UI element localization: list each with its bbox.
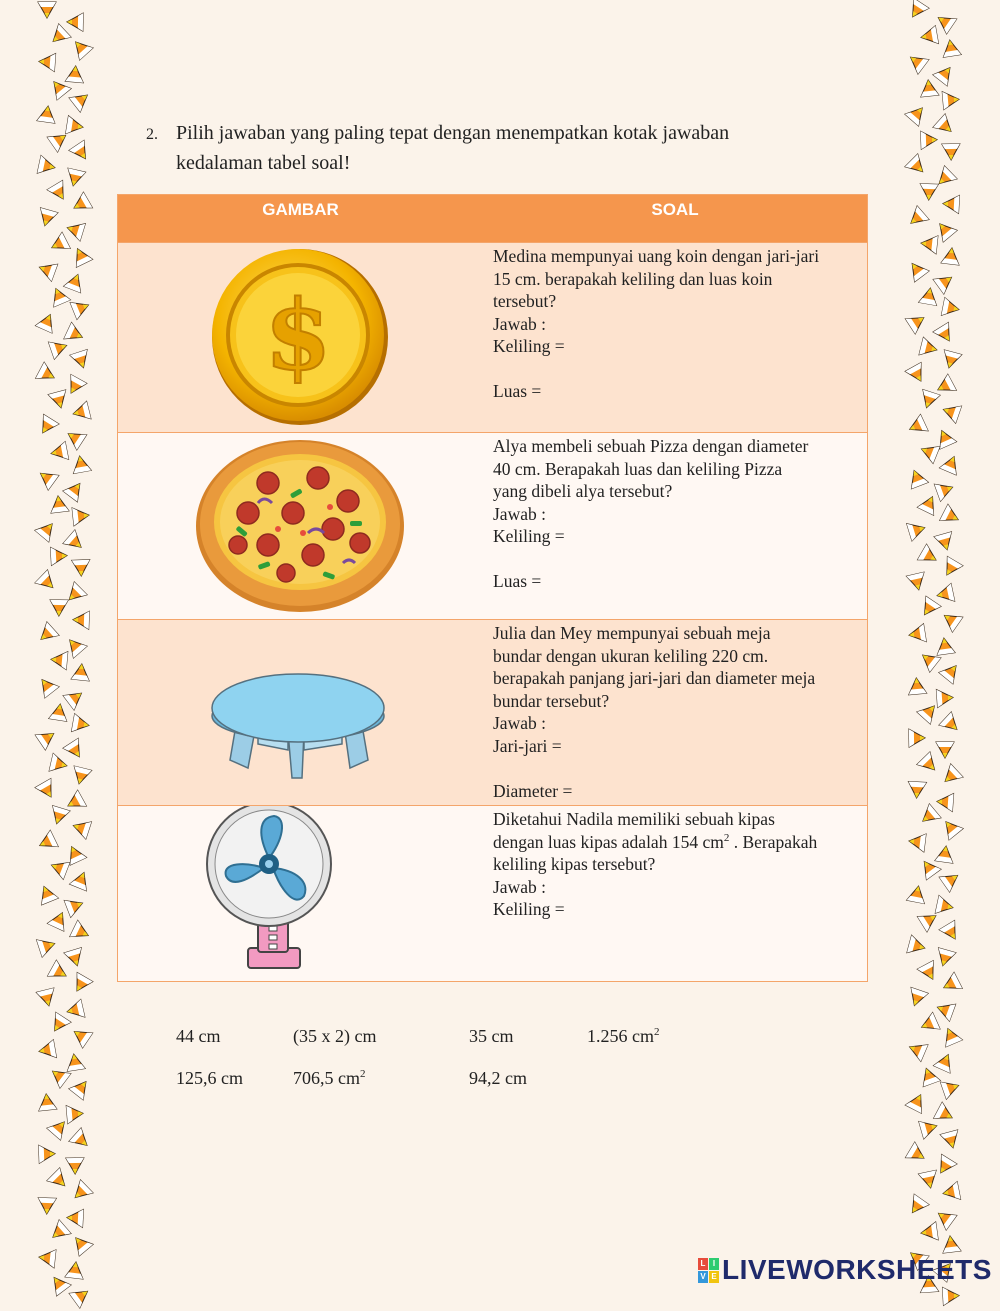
candy-corn-icon	[48, 1014, 70, 1039]
round-table-icon	[118, 620, 483, 805]
candy-corn-icon	[70, 870, 92, 895]
candy-corn-icon	[940, 454, 962, 479]
candy-corn-icon	[70, 1182, 92, 1207]
candy-corn-icon	[36, 624, 58, 649]
candy-corn-icon	[48, 598, 70, 623]
candy-corn-icon	[906, 1196, 928, 1221]
candy-corn-icon	[906, 416, 928, 441]
candy-corn-icon	[918, 234, 940, 259]
candy-corn-icon	[36, 52, 58, 77]
candy-corn-icon	[918, 1170, 940, 1195]
blank-line	[493, 757, 867, 780]
candy-corn-icon	[940, 402, 962, 427]
soal-text: berapakah panjang jari-jari dan diameter meja	[493, 668, 816, 688]
soal-text: yang dibeli alya tersebut?	[493, 481, 673, 501]
candy-corn-icon	[70, 350, 92, 375]
candy-corn-icon	[918, 546, 940, 571]
candy-corn-icon	[906, 624, 928, 649]
candy-corn-icon	[70, 766, 92, 791]
keliling-answer-label: Keliling =	[493, 526, 565, 546]
candy-corn-icon	[48, 442, 70, 467]
candy-corn-icon	[70, 298, 92, 323]
candy-corn-icon	[48, 1274, 70, 1299]
table-row	[118, 805, 867, 981]
candy-corn-icon	[70, 974, 92, 999]
candy-corn-icon	[36, 520, 58, 545]
candy-corn-icon	[906, 0, 928, 25]
candy-corn-icon	[70, 142, 92, 167]
candy-corn-icon	[70, 922, 92, 947]
luas-answer-label: Luas =	[493, 571, 542, 591]
candy-corn-icon	[48, 286, 70, 311]
svg-text:$: $	[264, 279, 332, 392]
answer-box[interactable]: 125,6 cm	[176, 1068, 243, 1088]
candy-corn-icon	[36, 832, 58, 857]
candy-corn-icon	[906, 104, 928, 129]
candy-corn-icon	[48, 962, 70, 987]
liveworksheets-logo	[698, 1254, 992, 1286]
candy-corn-icon	[906, 1092, 928, 1117]
candy-corn-icon	[918, 598, 940, 623]
gambar-cell	[118, 243, 483, 432]
candy-corn-icon	[940, 766, 962, 791]
soal-text: bundar tersebut?	[493, 690, 610, 711]
candy-corn-icon	[36, 1196, 58, 1221]
candy-corn-icon	[906, 832, 928, 857]
candy-corn-icon	[906, 728, 928, 753]
candy-corn-icon	[36, 780, 58, 805]
candy-corn-icon	[48, 494, 70, 519]
candy-corn-icon	[906, 364, 928, 389]
jari-jari-answer-label: Jari-jari =	[493, 735, 562, 756]
candy-corn-icon	[918, 182, 940, 207]
candy-corn-icon	[906, 676, 928, 701]
answer-box[interactable]: 94,2 cm	[469, 1068, 527, 1088]
candy-corn-icon	[48, 910, 70, 935]
answer-box[interactable]: 1.256 $cm^2$	[587, 1026, 660, 1046]
candy-corn-icon	[940, 1026, 962, 1051]
question-text-line1: Pilih jawaban yang paling tepat dengan menempatkan kotak jawaban	[176, 122, 730, 144]
candy-corn-icon	[36, 416, 58, 441]
soal-text: tersebut?	[493, 291, 557, 311]
candy-corn-icon	[36, 1092, 58, 1117]
candy-corn-icon	[940, 194, 962, 219]
candy-corn-icon	[940, 1286, 962, 1311]
candy-corn-icon	[36, 104, 58, 129]
table-header	[118, 195, 867, 242]
answer-box[interactable]: 35 cm	[469, 1026, 514, 1046]
candy-corn-icon	[36, 364, 58, 389]
candy-corn-icon	[70, 1130, 92, 1155]
candy-corn-icon	[70, 90, 92, 115]
candy-corn-icon	[36, 572, 58, 597]
table-row	[118, 619, 867, 805]
candy-corn-icon	[906, 1144, 928, 1169]
candy-corn-icon	[906, 988, 928, 1013]
candy-corn-icon	[940, 506, 962, 531]
soal-text: 15 cm. berapakah keliling dan luas koin	[493, 268, 773, 289]
candy-corn-icon	[48, 702, 70, 727]
candy-corn-icon	[918, 1222, 940, 1247]
candy-corn-border-left	[30, 0, 100, 1291]
gambar-cell	[118, 806, 483, 981]
soal-cell	[483, 620, 867, 805]
candy-corn-icon	[48, 650, 70, 675]
candy-corn-icon	[940, 870, 962, 895]
question-2	[146, 118, 846, 178]
candy-corn-icon	[918, 910, 940, 935]
question-text-line2: kedalaman tabel soal!	[176, 152, 351, 174]
candy-corn-icon	[36, 1144, 58, 1169]
answer-box[interactable]: 44 cm	[176, 1026, 221, 1046]
candy-corn-icon	[940, 1078, 962, 1103]
candy-corn-icon	[36, 312, 58, 337]
candy-corn-icon	[36, 0, 58, 25]
soal-cell	[483, 806, 867, 981]
diameter-answer-label: Diameter =	[493, 780, 573, 801]
soal-text: Alya membeli sebuah Pizza dengan diameter	[493, 436, 809, 456]
candy-corn-icon	[940, 662, 962, 687]
soal-cell	[483, 433, 867, 619]
candy-corn-icon	[70, 194, 92, 219]
keliling-answer-label: Keliling =	[493, 336, 565, 356]
candy-corn-icon	[36, 156, 58, 181]
candy-corn-icon	[70, 1026, 92, 1051]
candy-corn-icon	[36, 208, 58, 233]
candy-corn-icon	[906, 468, 928, 493]
candy-corn-icon	[940, 714, 962, 739]
brand-name: LIVEWORKSHEETS	[722, 1254, 992, 1285]
candy-corn-icon	[70, 610, 92, 635]
soal-text: keliling kipas tersebut?	[493, 854, 656, 874]
jawab-label: Jawab :	[493, 313, 546, 334]
luas-answer-label: Luas =	[493, 381, 542, 401]
candy-corn-icon	[36, 728, 58, 753]
jawab-label: Jawab :	[493, 503, 546, 524]
soal-text: 40 cm. Berapakah luas dan keliling Pizza	[493, 458, 783, 479]
table-row	[118, 432, 867, 619]
soal-text: Medina mempunyai uang koin dengan jari-jari	[493, 246, 820, 266]
table-row	[118, 242, 867, 432]
candy-corn-icon	[48, 234, 70, 259]
electric-fan-icon	[118, 806, 483, 981]
candy-corn-icon	[36, 1040, 58, 1065]
candy-corn-icon	[906, 936, 928, 961]
candy-corn-icon	[940, 1130, 962, 1155]
candy-corn-icon	[940, 974, 962, 999]
candy-corn-icon	[918, 1014, 940, 1039]
candy-corn-icon	[918, 78, 940, 103]
blank-line	[493, 548, 867, 571]
gold-coin-icon	[118, 243, 483, 432]
answer-box[interactable]: (35 x 2) cm	[293, 1026, 377, 1046]
question-table	[117, 194, 868, 982]
candy-corn-icon	[48, 858, 70, 883]
soal-cell	[483, 243, 867, 432]
keliling-answer-label: Keliling =	[493, 899, 565, 919]
candy-corn-icon	[940, 922, 962, 947]
candy-corn-icon	[918, 442, 940, 467]
candy-corn-icon	[906, 208, 928, 233]
candy-corn-icon	[70, 818, 92, 843]
candy-corn-icon	[70, 1286, 92, 1311]
candy-corn-icon	[918, 494, 940, 519]
candy-corn-icon	[70, 662, 92, 687]
candy-corn-icon	[906, 312, 928, 337]
candy-corn-icon	[906, 780, 928, 805]
candy-corn-icon	[48, 78, 70, 103]
candy-corn-border-right	[900, 0, 970, 1291]
gambar-cell	[118, 620, 483, 805]
soal-text: dengan luas kipas adalah 154 $cm^2$ . Berapakah	[493, 831, 818, 852]
candy-corn-icon	[918, 962, 940, 987]
soal-text: Julia dan Mey mempunyai sebuah meja	[493, 623, 771, 643]
candy-corn-icon	[70, 714, 92, 739]
candy-corn-icon	[36, 1248, 58, 1273]
candy-corn-icon	[48, 546, 70, 571]
candy-corn-icon	[48, 182, 70, 207]
candy-corn-icon	[906, 156, 928, 181]
candy-corn-icon	[918, 1118, 940, 1143]
candy-corn-icon	[70, 38, 92, 63]
brand-logo-icon: L I V E	[698, 1258, 719, 1283]
candy-corn-icon	[940, 350, 962, 375]
candy-corn-icon	[36, 676, 58, 701]
answer-box[interactable]: 706,5 $cm^2$	[293, 1068, 366, 1088]
pizza-icon	[118, 433, 483, 619]
soal-text: Diketahui Nadila memiliki sebuah kipas	[493, 809, 775, 829]
candy-corn-icon	[48, 338, 70, 363]
candy-corn-icon	[36, 260, 58, 285]
header-soal: SOAL	[651, 200, 699, 219]
header-gambar: GAMBAR	[262, 200, 339, 219]
candy-corn-icon	[906, 52, 928, 77]
candy-corn-icon	[940, 298, 962, 323]
candy-corn-icon	[36, 884, 58, 909]
candy-corn-icon	[70, 1078, 92, 1103]
candy-corn-icon	[918, 858, 940, 883]
candy-corn-icon	[906, 260, 928, 285]
jawab-label: Jawab :	[493, 713, 546, 733]
candy-corn-icon	[940, 246, 962, 271]
candy-corn-icon	[906, 884, 928, 909]
candy-corn-icon	[48, 390, 70, 415]
soal-text: bundar dengan ukuran keliling 220 cm.	[493, 645, 769, 666]
candy-corn-icon	[918, 286, 940, 311]
candy-corn-icon	[940, 818, 962, 843]
candy-corn-icon	[918, 130, 940, 155]
candy-corn-icon	[940, 558, 962, 583]
candy-corn-icon	[70, 1234, 92, 1259]
candy-corn-icon	[940, 610, 962, 635]
candy-corn-icon	[918, 1066, 940, 1091]
gambar-cell	[118, 433, 483, 619]
candy-corn-icon	[36, 468, 58, 493]
jawab-label: Jawab :	[493, 876, 546, 897]
question-number: 2.	[146, 126, 158, 143]
candy-corn-icon	[918, 26, 940, 51]
blank-line	[493, 358, 867, 381]
candy-corn-icon	[906, 1040, 928, 1065]
candy-corn-icon	[70, 246, 92, 271]
